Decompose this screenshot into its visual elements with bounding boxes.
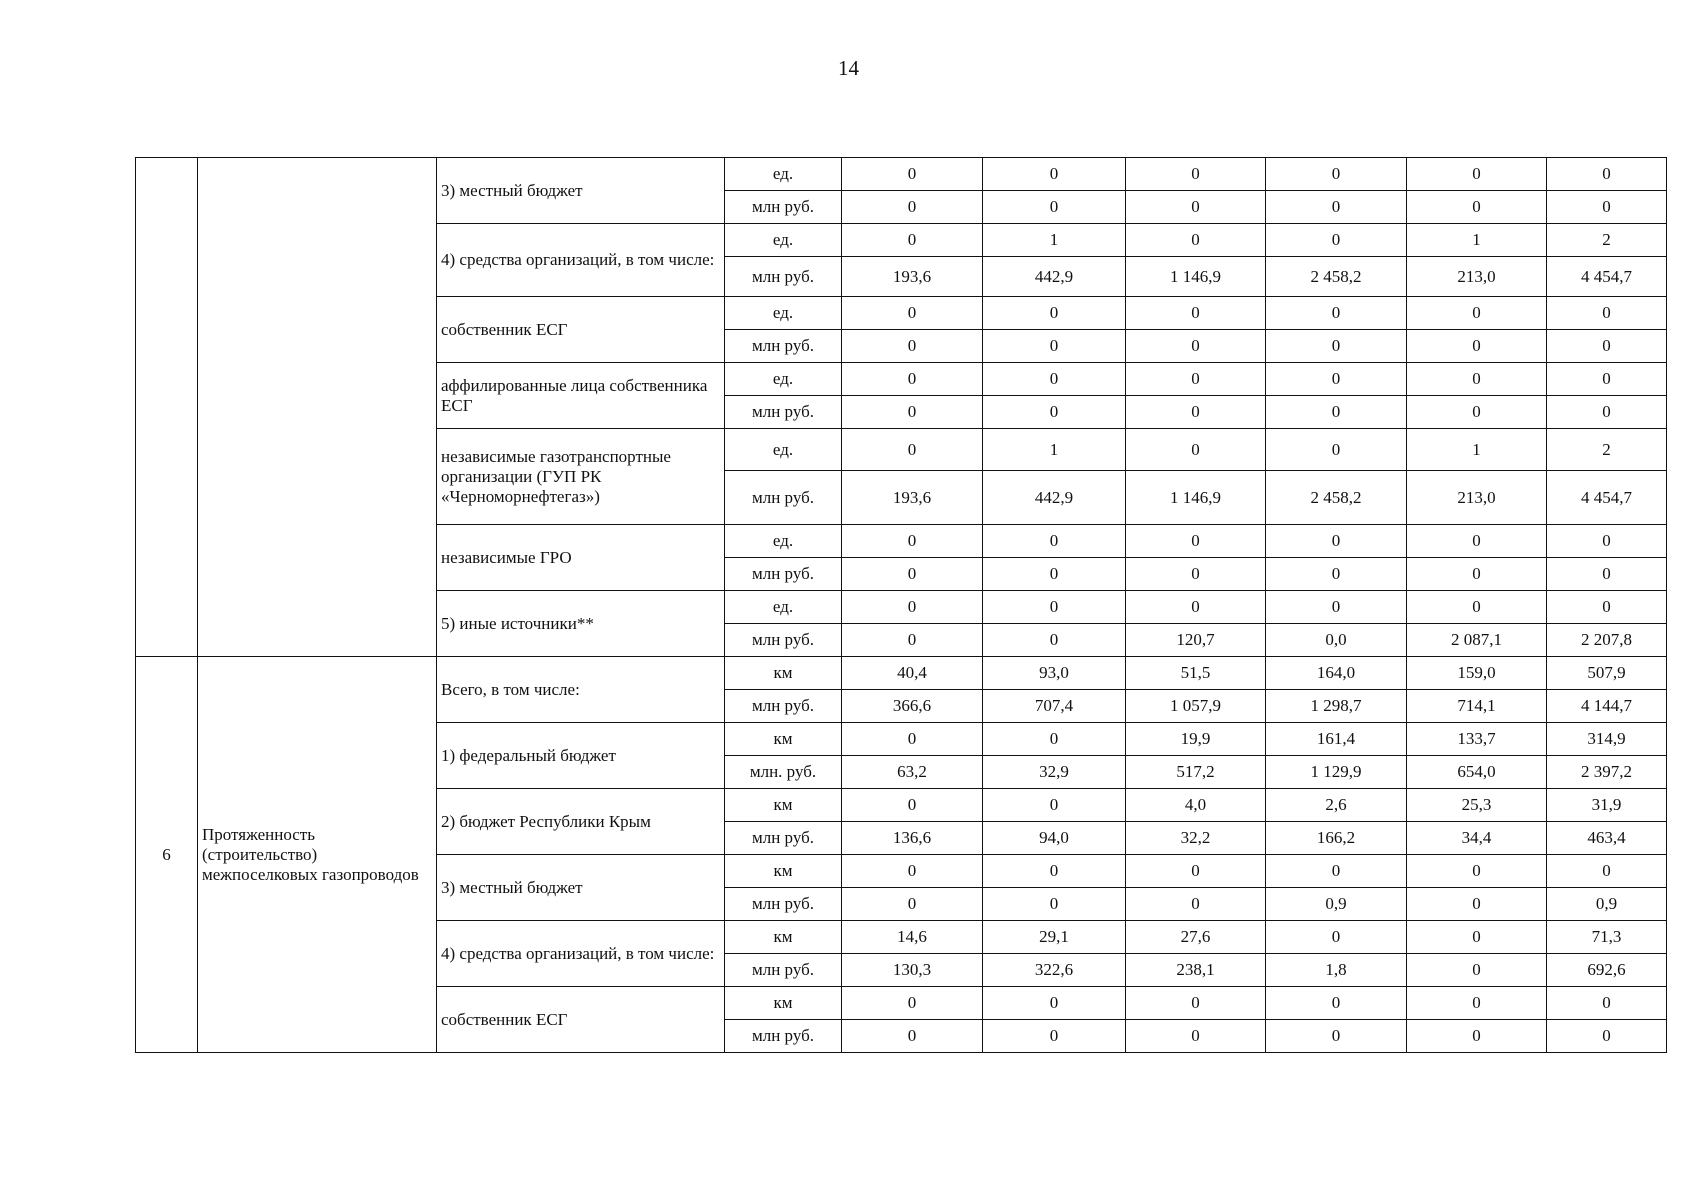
value-cell: 1 057,9 — [1126, 690, 1266, 723]
indicator-cell: Протяженность (строительство) межпоселковых газопроводов — [198, 657, 437, 1053]
value-cell: 0 — [983, 297, 1126, 330]
unit-cell: км — [725, 855, 842, 888]
value-cell: 4 454,7 — [1547, 471, 1667, 525]
value-cell: 0 — [842, 558, 983, 591]
funding-source-cell: собственник ЕСГ — [437, 987, 725, 1053]
funding-source-cell: 2) бюджет Республики Крым — [437, 789, 725, 855]
value-cell: 25,3 — [1407, 789, 1547, 822]
unit-cell: ед. — [725, 525, 842, 558]
value-cell: 164,0 — [1266, 657, 1407, 690]
value-cell: 0 — [1407, 591, 1547, 624]
value-cell: 0 — [1407, 558, 1547, 591]
value-cell: 2 397,2 — [1547, 756, 1667, 789]
value-cell: 0 — [1407, 987, 1547, 1020]
value-cell: 63,2 — [842, 756, 983, 789]
value-cell: 2 — [1547, 429, 1667, 471]
value-cell: 130,3 — [842, 954, 983, 987]
value-cell: 0 — [1266, 224, 1407, 257]
value-cell: 442,9 — [983, 257, 1126, 297]
funding-source-cell: Всего, в том числе: — [437, 657, 725, 723]
table-row — [136, 657, 1667, 690]
funding-source-cell: независимые ГРО — [437, 525, 725, 591]
value-cell: 0 — [1266, 591, 1407, 624]
value-cell: 0,9 — [1266, 888, 1407, 921]
funding-source-cell: 4) средства организаций, в том числе: — [437, 224, 725, 297]
value-cell: 1 — [983, 224, 1126, 257]
value-cell: 0 — [1266, 558, 1407, 591]
unit-cell: млн руб. — [725, 396, 842, 429]
value-cell: 0 — [1407, 525, 1547, 558]
unit-cell: млн руб. — [725, 191, 842, 224]
value-cell: 0 — [1547, 363, 1667, 396]
value-cell: 0 — [983, 987, 1126, 1020]
value-cell: 0 — [842, 987, 983, 1020]
unit-cell: млн. руб. — [725, 756, 842, 789]
value-cell: 1 298,7 — [1266, 690, 1407, 723]
value-cell: 0 — [1126, 888, 1266, 921]
value-cell: 0 — [1407, 158, 1547, 191]
value-cell: 0 — [842, 191, 983, 224]
value-cell: 0 — [983, 855, 1126, 888]
value-cell: 0 — [983, 888, 1126, 921]
value-cell: 193,6 — [842, 471, 983, 525]
funding-table — [135, 157, 1667, 1053]
unit-cell: млн руб. — [725, 690, 842, 723]
funding-source-cell: собственник ЕСГ — [437, 297, 725, 363]
value-cell: 193,6 — [842, 257, 983, 297]
unit-cell: ед. — [725, 363, 842, 396]
value-cell: 0 — [1547, 1020, 1667, 1053]
value-cell: 1 129,9 — [1266, 756, 1407, 789]
row-index-cell: 6 — [136, 657, 198, 1053]
row-index-cell — [136, 158, 198, 657]
value-cell: 120,7 — [1126, 624, 1266, 657]
value-cell: 0,9 — [1547, 888, 1667, 921]
value-cell: 0 — [983, 624, 1126, 657]
value-cell: 714,1 — [1407, 690, 1547, 723]
value-cell: 32,2 — [1126, 822, 1266, 855]
value-cell: 0 — [1547, 297, 1667, 330]
value-cell: 133,7 — [1407, 723, 1547, 756]
value-cell: 707,4 — [983, 690, 1126, 723]
value-cell: 0 — [1547, 396, 1667, 429]
indicator-cell — [198, 158, 437, 657]
unit-cell: млн руб. — [725, 330, 842, 363]
value-cell: 1 — [1407, 224, 1547, 257]
value-cell: 0 — [983, 789, 1126, 822]
value-cell: 0 — [1547, 191, 1667, 224]
value-cell: 0 — [1126, 191, 1266, 224]
value-cell: 0 — [1266, 297, 1407, 330]
value-cell: 0 — [1266, 525, 1407, 558]
value-cell: 0 — [1266, 330, 1407, 363]
value-cell: 0 — [1407, 1020, 1547, 1053]
value-cell: 2 458,2 — [1266, 257, 1407, 297]
value-cell: 0 — [983, 363, 1126, 396]
value-cell: 0,0 — [1266, 624, 1407, 657]
value-cell: 0 — [1407, 855, 1547, 888]
value-cell: 0 — [1407, 921, 1547, 954]
value-cell: 0 — [983, 558, 1126, 591]
value-cell: 0 — [1126, 1020, 1266, 1053]
value-cell: 29,1 — [983, 921, 1126, 954]
value-cell: 0 — [842, 624, 983, 657]
value-cell: 0 — [983, 591, 1126, 624]
value-cell: 14,6 — [842, 921, 983, 954]
value-cell: 34,4 — [1407, 822, 1547, 855]
value-cell: 322,6 — [983, 954, 1126, 987]
value-cell: 0 — [1126, 224, 1266, 257]
value-cell: 0 — [842, 591, 983, 624]
value-cell: 93,0 — [983, 657, 1126, 690]
value-cell: 0 — [842, 723, 983, 756]
value-cell: 0 — [1126, 330, 1266, 363]
value-cell: 0 — [1126, 591, 1266, 624]
value-cell: 0 — [1407, 954, 1547, 987]
value-cell: 0 — [842, 330, 983, 363]
value-cell: 4 454,7 — [1547, 257, 1667, 297]
value-cell: 213,0 — [1407, 471, 1547, 525]
unit-cell: км — [725, 723, 842, 756]
funding-source-cell: независимые газотранспортные организации (ГУП РК «Черноморнефтегаз») — [437, 429, 725, 525]
unit-cell: км — [725, 789, 842, 822]
funding-source-cell: 1) федеральный бюджет — [437, 723, 725, 789]
value-cell: 0 — [1547, 158, 1667, 191]
value-cell: 0 — [1547, 987, 1667, 1020]
value-cell: 0 — [983, 1020, 1126, 1053]
unit-cell: ед. — [725, 429, 842, 471]
value-cell: 2 087,1 — [1407, 624, 1547, 657]
value-cell: 0 — [1126, 558, 1266, 591]
unit-cell: млн руб. — [725, 1020, 842, 1053]
value-cell: 213,0 — [1407, 257, 1547, 297]
value-cell: 0 — [1547, 525, 1667, 558]
value-cell: 0 — [842, 224, 983, 257]
value-cell: 27,6 — [1126, 921, 1266, 954]
value-cell: 2 207,8 — [1547, 624, 1667, 657]
value-cell: 1 — [1407, 429, 1547, 471]
value-cell: 0 — [983, 525, 1126, 558]
value-cell: 1 — [983, 429, 1126, 471]
value-cell: 4,0 — [1126, 789, 1266, 822]
value-cell: 31,9 — [1547, 789, 1667, 822]
value-cell: 0 — [1266, 363, 1407, 396]
table-body — [136, 158, 1667, 1053]
value-cell: 0 — [842, 396, 983, 429]
value-cell: 161,4 — [1266, 723, 1407, 756]
value-cell: 314,9 — [1547, 723, 1667, 756]
value-cell: 1,8 — [1266, 954, 1407, 987]
value-cell: 0 — [1407, 191, 1547, 224]
value-cell: 0 — [1126, 363, 1266, 396]
value-cell: 0 — [983, 396, 1126, 429]
value-cell: 0 — [1126, 525, 1266, 558]
unit-cell: ед. — [725, 297, 842, 330]
value-cell: 0 — [1126, 396, 1266, 429]
value-cell: 0 — [842, 888, 983, 921]
value-cell: 366,6 — [842, 690, 983, 723]
value-cell: 1 146,9 — [1126, 257, 1266, 297]
unit-cell: ед. — [725, 591, 842, 624]
value-cell: 0 — [842, 789, 983, 822]
value-cell: 0 — [1266, 429, 1407, 471]
value-cell: 0 — [1407, 330, 1547, 363]
funding-source-cell: 3) местный бюджет — [437, 158, 725, 224]
value-cell: 2,6 — [1266, 789, 1407, 822]
value-cell: 238,1 — [1126, 954, 1266, 987]
unit-cell: км — [725, 921, 842, 954]
value-cell: 0 — [1547, 591, 1667, 624]
funding-source-cell: аффилированные лица собственника ЕСГ — [437, 363, 725, 429]
unit-cell: км — [725, 657, 842, 690]
funding-source-cell: 5) иные источники** — [437, 591, 725, 657]
value-cell: 0 — [1547, 558, 1667, 591]
value-cell: 71,3 — [1547, 921, 1667, 954]
unit-cell: ед. — [725, 158, 842, 191]
value-cell: 517,2 — [1126, 756, 1266, 789]
unit-cell: млн руб. — [725, 624, 842, 657]
value-cell: 0 — [1266, 158, 1407, 191]
unit-cell: ед. — [725, 224, 842, 257]
value-cell: 2 458,2 — [1266, 471, 1407, 525]
value-cell: 692,6 — [1547, 954, 1667, 987]
value-cell: 0 — [1407, 396, 1547, 429]
value-cell: 0 — [842, 525, 983, 558]
funding-source-cell: 4) средства организаций, в том числе: — [437, 921, 725, 987]
funding-source-cell: 3) местный бюджет — [437, 855, 725, 921]
unit-cell: млн руб. — [725, 822, 842, 855]
unit-cell: км — [725, 987, 842, 1020]
value-cell: 0 — [983, 723, 1126, 756]
value-cell: 0 — [842, 158, 983, 191]
unit-cell: млн руб. — [725, 471, 842, 525]
value-cell: 0 — [1547, 330, 1667, 363]
value-cell: 0 — [1266, 396, 1407, 429]
value-cell: 0 — [842, 363, 983, 396]
value-cell: 159,0 — [1407, 657, 1547, 690]
value-cell: 654,0 — [1407, 756, 1547, 789]
value-cell: 463,4 — [1547, 822, 1667, 855]
value-cell: 0 — [1126, 158, 1266, 191]
value-cell: 507,9 — [1547, 657, 1667, 690]
value-cell: 94,0 — [983, 822, 1126, 855]
value-cell: 0 — [1266, 987, 1407, 1020]
value-cell: 0 — [842, 429, 983, 471]
value-cell: 2 — [1547, 224, 1667, 257]
value-cell: 0 — [1126, 297, 1266, 330]
page-number: 14 — [838, 56, 859, 80]
value-cell: 51,5 — [1126, 657, 1266, 690]
value-cell: 0 — [1266, 1020, 1407, 1053]
table-row — [136, 158, 1667, 191]
value-cell: 0 — [1266, 921, 1407, 954]
value-cell: 0 — [1407, 888, 1547, 921]
value-cell: 40,4 — [842, 657, 983, 690]
unit-cell: млн руб. — [725, 954, 842, 987]
unit-cell: млн руб. — [725, 558, 842, 591]
value-cell: 0 — [842, 1020, 983, 1053]
value-cell: 0 — [1547, 855, 1667, 888]
value-cell: 0 — [1266, 855, 1407, 888]
value-cell: 32,9 — [983, 756, 1126, 789]
value-cell: 4 144,7 — [1547, 690, 1667, 723]
value-cell: 0 — [1126, 429, 1266, 471]
value-cell: 0 — [983, 191, 1126, 224]
value-cell: 136,6 — [842, 822, 983, 855]
value-cell: 0 — [1407, 297, 1547, 330]
value-cell: 1 146,9 — [1126, 471, 1266, 525]
value-cell: 0 — [842, 855, 983, 888]
value-cell: 442,9 — [983, 471, 1126, 525]
unit-cell: млн руб. — [725, 888, 842, 921]
value-cell: 0 — [842, 297, 983, 330]
value-cell: 0 — [1126, 855, 1266, 888]
value-cell: 0 — [1126, 987, 1266, 1020]
value-cell: 0 — [983, 158, 1126, 191]
value-cell: 0 — [1266, 191, 1407, 224]
value-cell: 19,9 — [1126, 723, 1266, 756]
value-cell: 0 — [1407, 363, 1547, 396]
value-cell: 166,2 — [1266, 822, 1407, 855]
unit-cell: млн руб. — [725, 257, 842, 297]
value-cell: 0 — [983, 330, 1126, 363]
